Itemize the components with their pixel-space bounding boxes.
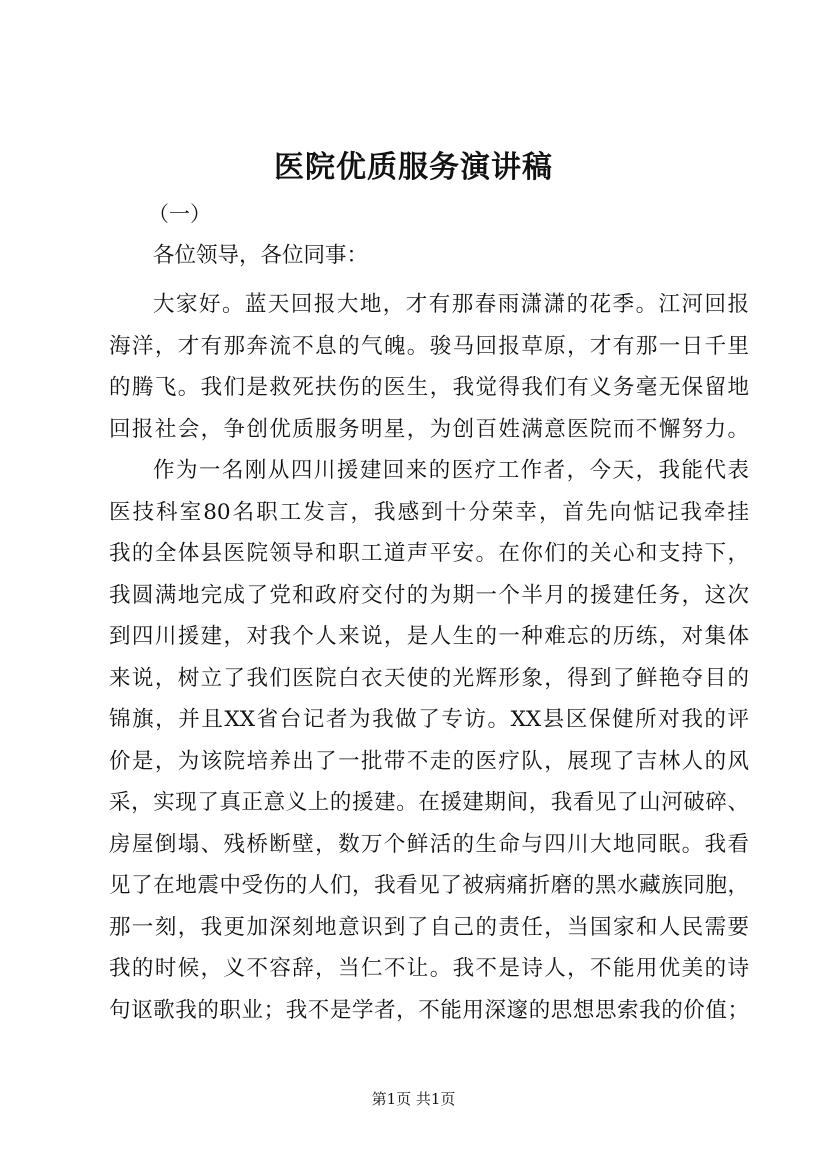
document-body (109, 284, 749, 1031)
body-text-line: 句讴歌我的职业；我不是学者，不能用深邃的思想思索我的价值； (109, 997, 749, 1023)
body-text-line: 我的时候，义不容辞，当仁不让。我不是诗人，不能用优美的诗 (109, 956, 749, 981)
body-text-line: 采，实现了真正意义上的援建。在援建期间，我看见了山河破碎、 (109, 790, 749, 815)
body-text-line: 价是，为该院培养出了一批带不走的医疗队，展现了吉林人的风 (109, 748, 749, 774)
body-text-line: 医技科室80名职工发言，我感到十分荣幸，首先向惦记我牵挂 (109, 499, 749, 525)
body-text-line: 大家好。蓝天回报大地，才有那春雨潇潇的花季。江河回报 (153, 292, 749, 317)
body-text-line: 到四川援建，对我个人来说，是人生的一种难忘的历练，对集体 (109, 624, 749, 649)
body-text-line: 回报社会，争创优质服务明星，为创百姓满意医院而不懈努力。 (109, 416, 749, 442)
body-text-line: 作为一名刚从四川援建回来的医疗工作者，今天，我能代表 (153, 458, 749, 483)
body-text-line: 我的全体县医院领导和职工道声平安。在你们的关心和支持下， (109, 541, 749, 566)
page-footer: 第1页 共1页 (371, 1090, 456, 1108)
document-title: 医院优质服务演讲稿 (274, 150, 553, 185)
greeting-line: 各位领导，各位同事： (153, 243, 369, 268)
body-text-line: 那一刻，我更加深刻地意识到了自己的责任，当国家和人民需要 (109, 914, 749, 940)
section-mark: （一） (148, 202, 211, 226)
body-text-line: 见了在地震中受伤的人们，我看见了被病痛折磨的黑水藏族同胞， (109, 873, 749, 898)
body-text-line: 房屋倒塌、残桥断壁，数万个鲜活的生命与四川大地同眠。我看 (109, 831, 749, 857)
body-text-line: 锦旗，并且XX省台记者为我做了专访。XX县区保健所对我的评 (109, 707, 749, 732)
body-text-line: 海洋，才有那奔流不息的气魄。骏马回报草原，才有那一日千里 (109, 333, 749, 359)
body-text-line: 我圆满地完成了党和政府交付的为期一个半月的援建任务，这次 (109, 582, 749, 608)
body-text-line: 的腾飞。我们是救死扶伤的医生，我觉得我们有义务毫无保留地 (109, 375, 749, 400)
body-text-line: 来说，树立了我们医院白衣天使的光辉形象，得到了鲜艳夺目的 (109, 665, 749, 691)
